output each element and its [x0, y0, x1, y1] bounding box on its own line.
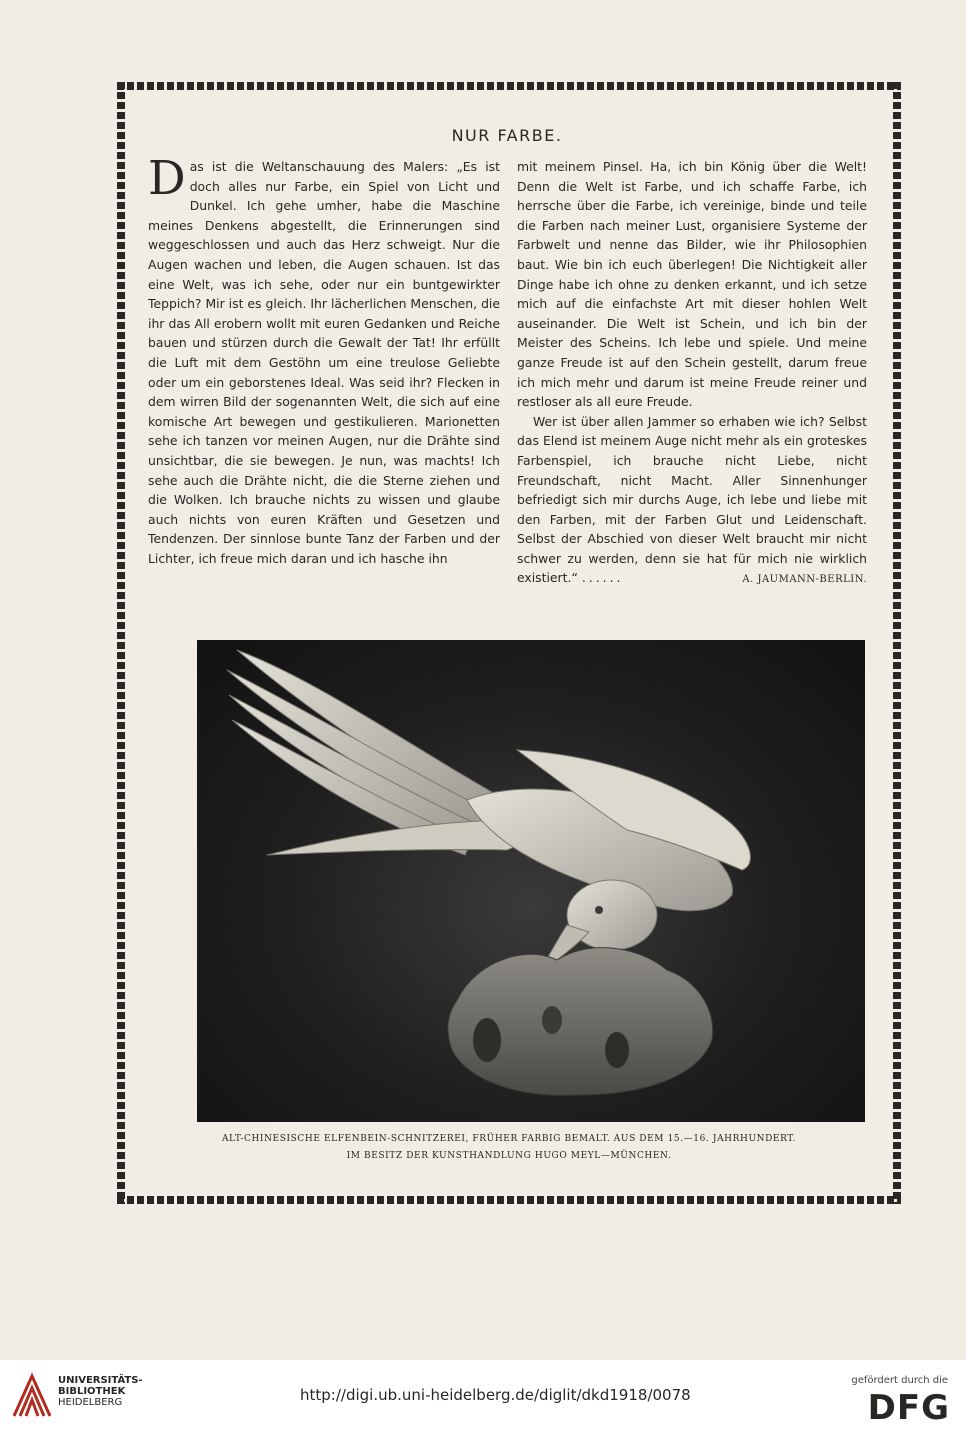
- text-column-right: [517, 157, 867, 590]
- paragraph-right-2-text: Wer ist über allen Jammer so erhaben wie ich? Selbst das Elend ist meinem Auge nicht mehr als ein groteskes Farbenspiel, ich brauche nicht Liebe, nicht Freundschaft, nicht Macht. Aller Sinnenhunger befriedigt sich mir durchs Auge, ich lebe und liebe mit den Farben, mit der Farben Glut und Leidenschaft. Selbst der Abschied von dieser Welt braucht mir nicht schwer zu werden, denn sie hat für mich nie wirklich existiert.“: [517, 413, 867, 586]
- border-right: [893, 82, 901, 1204]
- paragraph-left-text: as ist die Weltanschauung des Malers: „Es ist doch alles nur Farbe, ein Spiel von Licht und Dunkel. Ich gehe umher, habe die Maschine meines Denkens abgestellt, die Erinnerungen sind weggeschlossen und auch das Herz schweigt. Nur die Augen wachen und leben, die Augen schauen. Ist das eine Welt, was ich sehe, oder nur ein buntgewirkter Teppich? Mir ist es gleich. Ihr lächerlichen Menschen, die ihr das All erobern wollt mit euren Gedanken und Reiche bauen und stürzen durch die Gewalt der Tat! Ihr erfüllt die Luft mit dem Gestöhn um eine treulose Geliebte oder um ein geborstenes Ideal. Was seid ihr? Flecken in dem wirren Bild der sogenannten Welt, die sich auf eine komische Art bewegen und gestikulieren. Marionetten sehe ich tanzen vor meinen Augen, nur die Drähte sind unsichtbar, die sie bewegen. Je nun, was machts! Ich sehe auch die Drähte nicht, die die Sterne ziehen und die Wolken. Ich brauche nichts zu wissen und glaube auch nichts von euren Kräften und Gesetzen und Tendenzen. Der sinnlose bunte Tanz der Farben und der Lichter, ich freue mich daran und ich hasche ihn: [148, 159, 500, 566]
- paragraph-right-2: [517, 412, 867, 588]
- paragraph-right-1: mit meinem Pinsel. Ha, ich bin König über die Welt! Denn die Welt ist Farbe, und ich schaffe Farbe, ich herrsche über die Farbe, ich vereinige, binde und teile die Farben nach meiner Lust, organisiere Systeme der Farbwelt und nenne das Bilder, wie ihr Philosophien baut. Wie bin ich euch überlegen! Die Nichtigkeit aller Dinge habe ich ohne zu denken erkannt, und ich setze mich auf die einfachste Art mit dieser hohlen Welt auseinander. Die Welt ist Schein, und ich bin der Meister des Scheins. Ich lebe und spiele. Und meine ganze Freude ist auf den Schein gestellt, darum freue ich mich mehr und darum ist meine Freude reiner und restloser als all eure Freude.: [517, 159, 867, 410]
- bird-carving-illustration: [197, 640, 865, 1122]
- library-name: [58, 1375, 143, 1408]
- library-name-line-1: UNIVERSITÄTS-: [58, 1375, 143, 1386]
- bird-eye: [595, 906, 603, 914]
- drop-cap: D: [148, 151, 186, 206]
- library-footer: [0, 1360, 966, 1433]
- dfg-logo: DFG: [867, 1388, 950, 1428]
- author-signature: A. JAUMANN-BERLIN.: [742, 574, 867, 586]
- library-name-line-3: HEIDELBERG: [58, 1397, 123, 1408]
- leader-dots: ......: [581, 570, 624, 586]
- border-bottom: [117, 1196, 901, 1204]
- digital-library-url[interactable]: http://digi.ub.uni-heidelberg.de/diglit/dkd1918/0078: [300, 1386, 691, 1404]
- text-column-left: [148, 151, 500, 568]
- article-title: NUR FARBE.: [451, 126, 563, 145]
- photo-caption-line-2: IM BESITZ DER KUNSTHANDLUNG HUGO MEYL—MÜNCHEN.: [346, 1151, 672, 1161]
- border-left: [117, 82, 125, 1204]
- library-logo-icon: [10, 1372, 55, 1420]
- border-top: [117, 82, 901, 90]
- photo-caption-line-1: ALT-CHINESISCHE ELFENBEIN-SCHNITZEREI, FRÜHER FARBIG BEMALT. AUS DEM 15.—16. JAHRHUNDERT.: [221, 1134, 797, 1144]
- paragraph-left: [148, 151, 500, 568]
- ivory-bird-photograph: [197, 640, 865, 1122]
- library-name-line-2: BIBLIOTHEK: [58, 1386, 126, 1397]
- funded-by-label: gefördert durch die: [851, 1375, 948, 1386]
